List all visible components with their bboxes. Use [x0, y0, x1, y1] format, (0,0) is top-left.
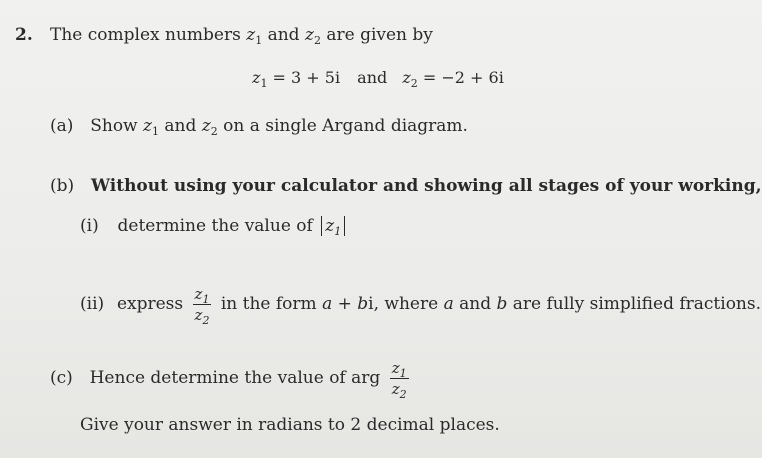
eq-z2-value: = −2 + 6i: [417, 68, 504, 87]
part-a-and: and: [158, 116, 202, 136]
part-a-z1-subscript: 1: [151, 125, 159, 138]
part-b-ii: [80, 284, 762, 327]
part-a-z2-symbol: z: [201, 116, 211, 136]
part-a-label: (a): [50, 116, 74, 136]
part-a-text: Show: [90, 116, 144, 136]
part-b-i: [80, 216, 345, 236]
rounding-instruction: Give your answer in radians to 2 decimal places.: [80, 415, 500, 435]
denominator-symbol: z: [194, 306, 203, 324]
part-a-z1-symbol: z: [143, 116, 152, 136]
z2-symbol: z: [304, 25, 314, 45]
question-number: 2.: [15, 25, 33, 45]
part-b-label: (b): [50, 176, 75, 196]
form-i: i, where: [368, 294, 444, 314]
part-c-text: Hence determine the value of arg: [89, 368, 381, 388]
given-equation: [252, 68, 504, 88]
part-b-i-text: determine the value of: [117, 216, 313, 236]
z1-subscript: 1: [255, 34, 263, 47]
arg-numerator-symbol: z: [391, 359, 400, 377]
arg-denominator-symbol: z: [391, 380, 400, 398]
var-a: a: [443, 294, 454, 314]
form-a: a: [322, 294, 333, 314]
z2-subscript: 2: [313, 34, 321, 47]
fraction-numerator: [193, 285, 212, 305]
arg-numerator-subscript: 1: [399, 367, 407, 380]
eq-z1-value: = 3 + 5i: [267, 68, 341, 87]
eq-and: and: [357, 68, 388, 87]
numerator-symbol: z: [194, 285, 203, 303]
eq-z1-symbol: z: [252, 68, 261, 87]
modulus-z-subscript: 1: [334, 225, 342, 238]
modulus-expression: [321, 216, 345, 236]
question-intro: [50, 25, 433, 45]
form-plus: +: [332, 294, 358, 314]
eq-z2-symbol: z: [402, 68, 411, 87]
part-a: [50, 116, 468, 136]
part-c: [50, 358, 413, 401]
part-b-ii-label: (ii): [80, 294, 105, 314]
part-a-z2-subscript: 2: [210, 125, 218, 138]
arg-denominator-subscript: 2: [399, 388, 407, 401]
part-b-i-label: (i): [80, 216, 99, 236]
eq-z2-subscript: 2: [410, 77, 418, 90]
part-c-label: (c): [50, 368, 73, 388]
intro-and: and: [262, 25, 305, 45]
part-b-ii-and: and: [453, 294, 497, 314]
part-b-ii-text-after: are fully simplified fractions.: [507, 294, 762, 314]
part-b: [50, 176, 762, 196]
fraction-z1-over-z2: [193, 285, 212, 327]
arg-fraction-numerator: [390, 359, 409, 379]
part-b-ii-text-mid: in the form: [220, 294, 323, 314]
modulus-z-symbol: z: [325, 216, 335, 236]
eq-z1-subscript: 1: [260, 77, 268, 90]
denominator-subscript: 2: [202, 314, 210, 327]
intro-after: are given by: [320, 25, 433, 45]
form-b: b: [357, 294, 369, 314]
z1-symbol: z: [246, 25, 256, 45]
arg-fraction-denominator: [390, 379, 409, 401]
fraction-denominator: [193, 305, 212, 327]
numerator-subscript: 1: [202, 293, 210, 306]
part-b-instruction: Without using your calculator and showing all stages of your working,: [90, 176, 762, 196]
arg-fraction: [390, 359, 409, 401]
var-b: b: [496, 294, 508, 314]
part-a-text-after: on a single Argand diagram.: [217, 116, 468, 136]
intro-text: The complex numbers: [50, 25, 247, 45]
part-b-ii-text: express: [116, 294, 184, 314]
